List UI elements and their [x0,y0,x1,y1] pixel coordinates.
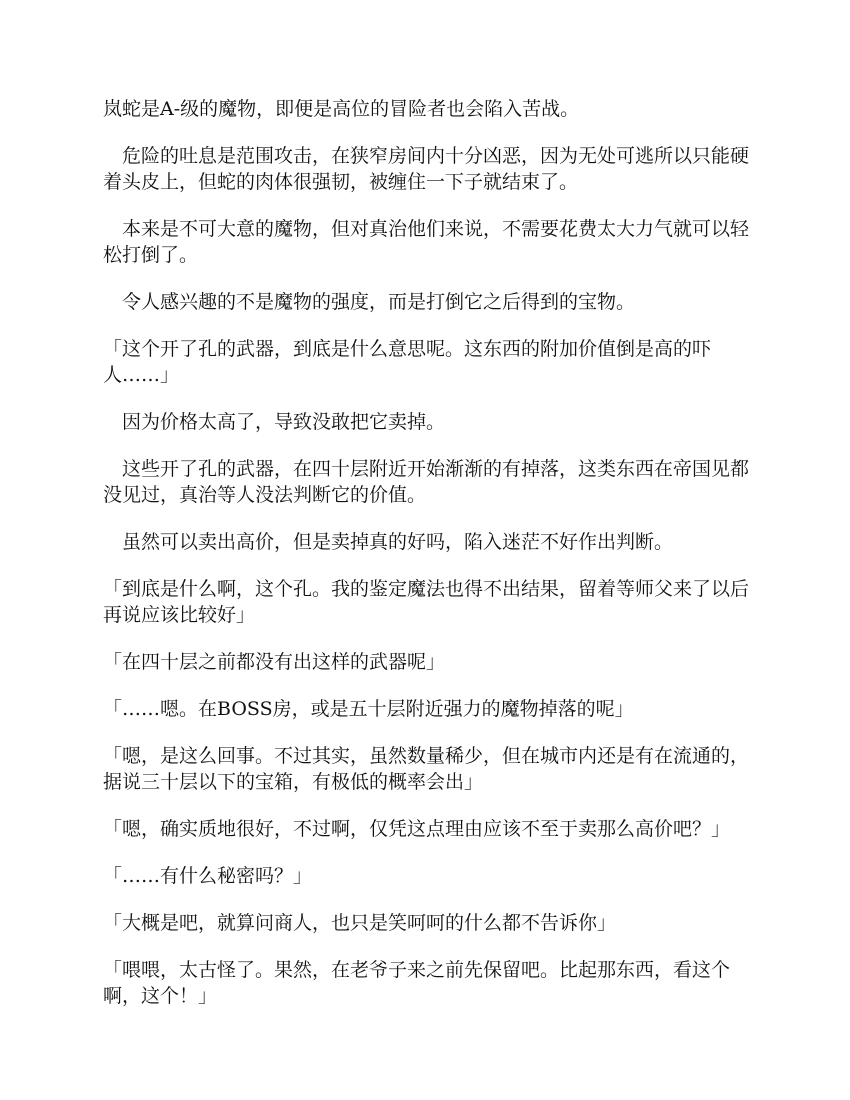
paragraph: 因为价格太高了，导致没敢把它卖掉。 [122,411,446,433]
dialogue-paragraph: 「到底是什么啊，这个孔。我的鉴定魔法也得不出结果，留着等师父来了以后再说应该比较好」 [103,578,750,626]
dialogue-paragraph: 「这个开了孔的武器，到底是什么意思呢。这东西的附加价值倒是高的吓人……」 [103,338,712,386]
paragraph: 令人感兴趣的不是魔物的强度，而是打倒它之后得到的宝物。 [122,291,636,313]
paragraph: 本来是不可大意的魔物，但对真治他们来说，不需要花费太大力气就可以轻松打倒了。 [103,218,750,266]
paragraph: 虽然可以卖出高价，但是卖掉真的好吗，陷入迷茫不好作出判断。 [122,531,674,553]
document-page [103,96,751,1030]
dialogue-paragraph: 「嗯，是这么回事。不过其实，虽然数量稀少，但在城市内还是有在流通的，据说三十层以下的宝箱，有极低的概率会出」 [103,745,750,793]
dialogue-paragraph: 「嗯，确实质地很好，不过啊，仅凭这点理由应该不至于卖那么高价吧？」 [103,818,731,840]
dialogue-paragraph: 「喂喂，太古怪了。果然，在老爷子来之前先保留吧。比起那东西，看这个啊，这个！」 [103,959,731,1007]
paragraph: 这些开了孔的武器，在四十层附近开始渐渐的有掉落，这类东西在帝国见都没见过，真治等人没法判断它的价值。 [103,458,750,506]
dialogue-paragraph: 「……有什么秘密吗？」 [103,865,313,887]
paragraph: 岚蛇是A-级的魔物，即便是高位的冒险者也会陷入苦战。 [103,98,580,120]
dialogue-paragraph: 「……嗯。在BOSS房，或是五十层附近强力的魔物掉落的呢」 [103,698,634,720]
paragraph: 危险的吐息是范围攻击，在狭窄房间内十分凶恶，因为无处可逃所以只能硬着头皮上，但蛇的肉体很强韧，被缠住一下子就结束了。 [103,145,750,193]
dialogue-paragraph: 「在四十层之前都没有出这样的武器呢」 [103,651,446,673]
dialogue-paragraph: 「大概是吧，就算问商人，也只是笑呵呵的什么都不告诉你」 [103,912,617,934]
